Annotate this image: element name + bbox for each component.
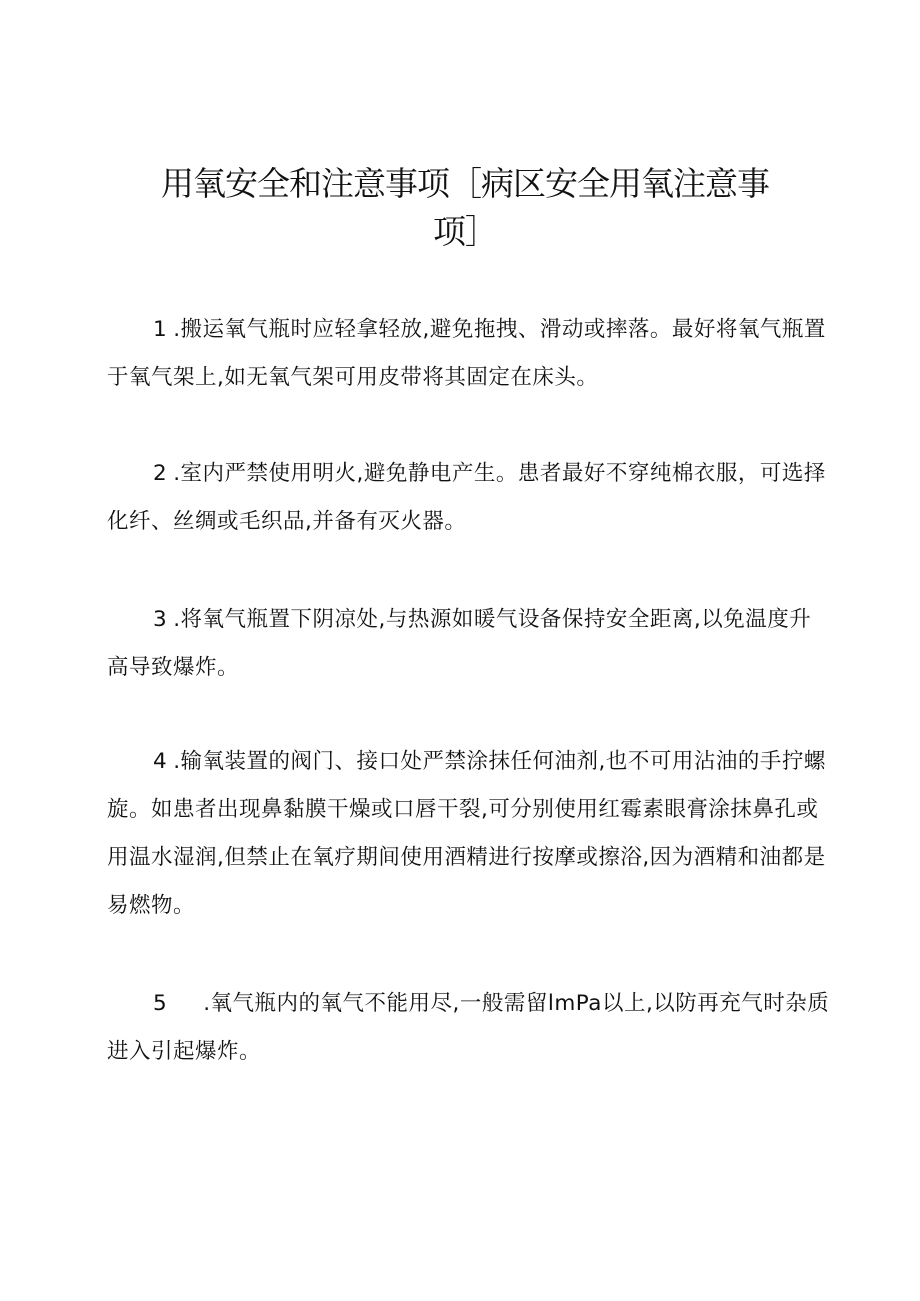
- item-number: 2: [153, 461, 168, 486]
- list-item: [107, 980, 832, 1076]
- item-number: 1: [153, 317, 168, 342]
- item-number: 3: [153, 607, 168, 632]
- item-number: 4: [153, 749, 168, 774]
- item-number: 5: [153, 991, 168, 1016]
- item-text: .将氧气瓶置下阴凉处,与热源如暖气设备保持安全距离,以免温度升高导致爆炸。: [107, 607, 812, 680]
- item-text: .室内严禁使用明火,避免静电产生。患者最好不穿纯棉衣服，可选择化纤、丝绸或毛织品,并备有灭火器。: [107, 461, 826, 534]
- item-text: .搬运氧气瓶时应轻拿轻放,避免拖拽、滑动或摔落。最好将氧气瓶置于氧气架上,如无氧气架可用皮带将其固定在床头。: [107, 317, 826, 390]
- list-item: [107, 450, 832, 546]
- list-item: [107, 306, 832, 402]
- item-text: .氧气瓶内的氧气不能用尽,一般需留lmPa以上,以防再充气时杂质进入引起爆炸。: [107, 991, 830, 1064]
- document-title: 用氧安全和注意事项［病区安全用氧注意事项］: [161, 164, 769, 251]
- item-text: .输氧装置的阀门、接口处严禁涂抹任何油剂,也不可用沾油的手拧螺旋。如患者出现鼻黏膜干燥或口唇干裂,可分别使用红霉素眼膏涂抹鼻孔或用温水湿润,但禁止在氧疗期间使用酒精进行按摩或擦浴,因为酒精和油都是易燃物。: [107, 749, 826, 918]
- list-item: [107, 596, 832, 692]
- list-item: [107, 738, 832, 930]
